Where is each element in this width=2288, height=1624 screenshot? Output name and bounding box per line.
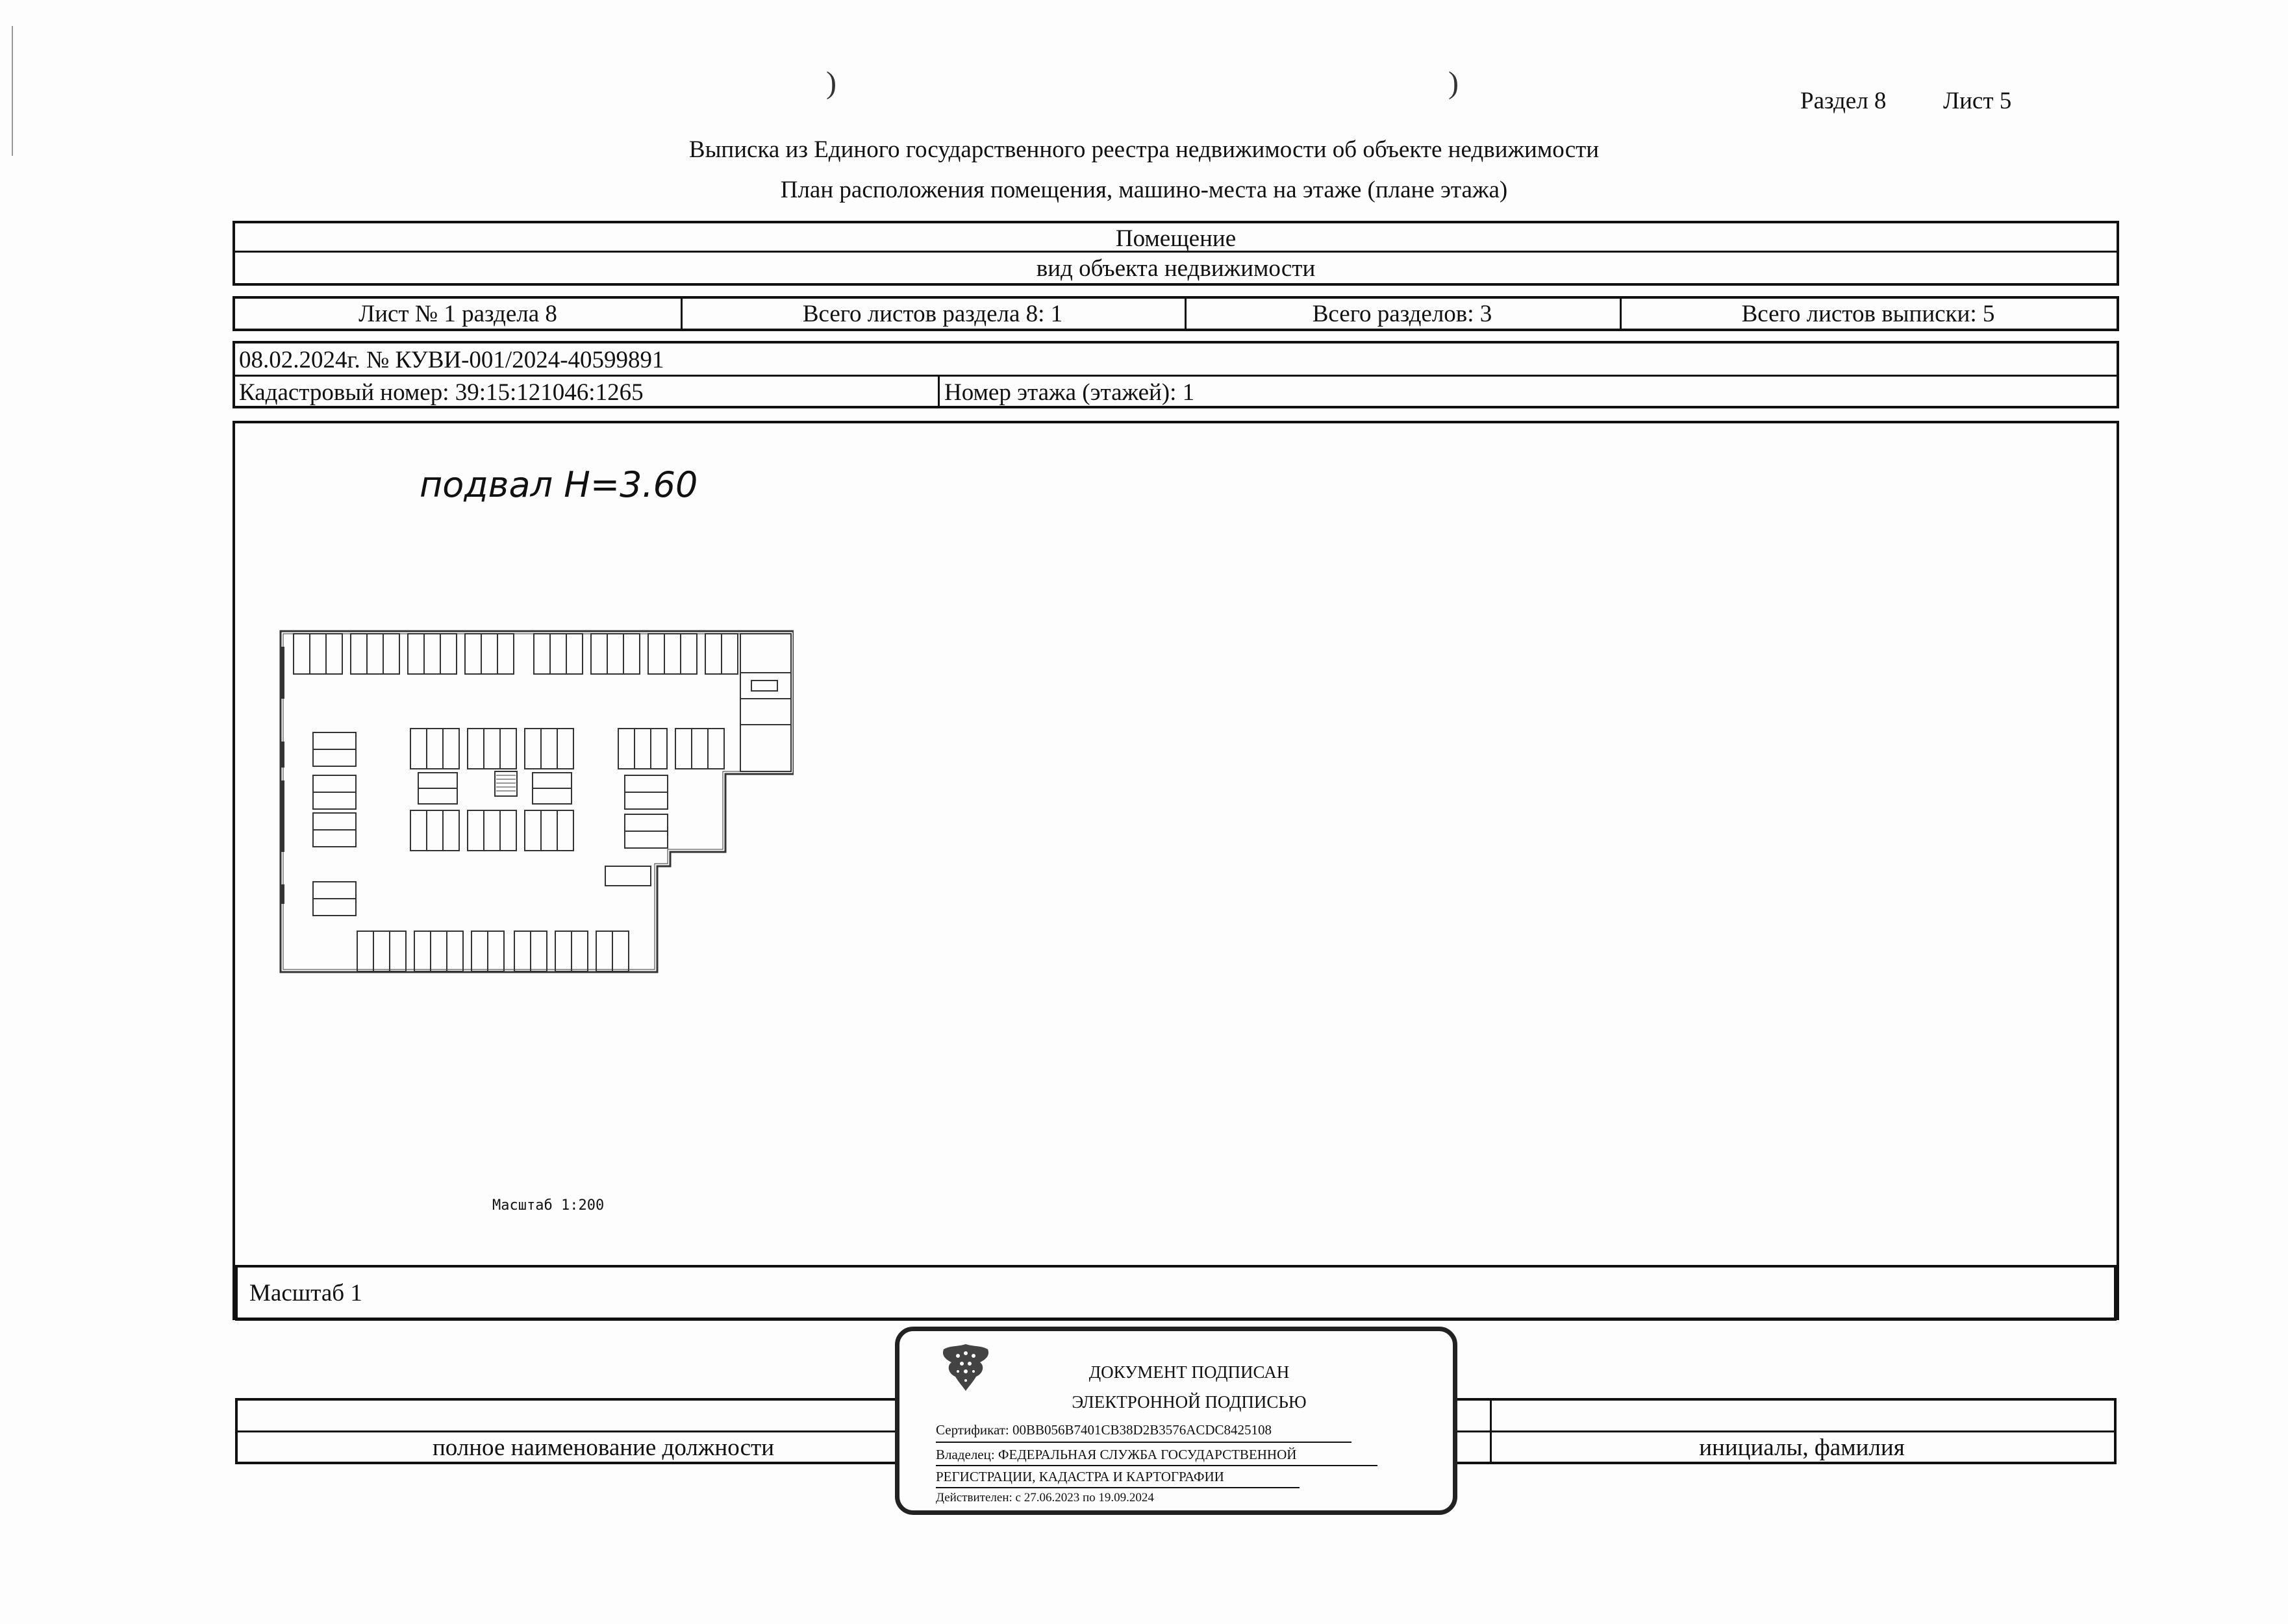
sheet-number: Лист 5 bbox=[1943, 88, 2012, 114]
record-table bbox=[233, 341, 2119, 408]
total-sheets: Всего листов выписки: 5 bbox=[1741, 300, 1995, 327]
stamp-owner-line2: РЕГИСТРАЦИИ, КАДАСТРА И КАРТОГРАФИИ bbox=[936, 1469, 1224, 1484]
doc-number: 08.02.2024г. № КУВИ-001/2024-40599891 bbox=[239, 347, 664, 373]
document-title: Выписка из Единого государственного реестра недвижимости об объекте недвижимости bbox=[688, 136, 1600, 163]
object-type-table bbox=[233, 221, 2119, 286]
floor-number: Номер этажа (этажей): 1 bbox=[944, 379, 1195, 406]
scan-mark-right: ) bbox=[1448, 66, 1459, 100]
sheet-info-table bbox=[233, 296, 2119, 331]
total-sections: Всего разделов: 3 bbox=[1312, 300, 1492, 327]
plan-label: подвал Н=3.60 bbox=[420, 464, 698, 505]
scale-box bbox=[235, 1265, 2117, 1321]
scale-value: Масштаб 1 bbox=[249, 1280, 362, 1306]
document-subtitle: План расположения помещения, машино-места на этаже (плане этажа) bbox=[780, 177, 1508, 203]
object-type-caption: вид объекта недвижимости bbox=[1036, 255, 1316, 282]
name-caption: инициалы, фамилия bbox=[1699, 1434, 1905, 1461]
stamp-line2: ЭЛЕКТРОННОЙ ПОДПИСЬЮ bbox=[1072, 1392, 1307, 1412]
section-sheets: Всего листов раздела 8: 1 bbox=[802, 300, 1063, 327]
plan-inner-scale: Масштаб 1:200 bbox=[492, 1197, 605, 1214]
stamp-validity: Действителен: с 27.06.2023 по 19.09.2024 bbox=[936, 1491, 1154, 1505]
electronic-signature-stamp bbox=[895, 1327, 1457, 1515]
floor-plan-frame bbox=[233, 421, 2119, 1320]
stamp-line1: ДОКУМЕНТ ПОДПИСАН bbox=[1088, 1362, 1290, 1382]
floor-plan-drawing bbox=[274, 625, 794, 995]
stamp-owner-line1: Владелец: ФЕДЕРАЛЬНАЯ СЛУЖБА ГОСУДАРСТВЕННОЙ bbox=[936, 1447, 1297, 1462]
object-type: Помещение bbox=[1115, 225, 1237, 252]
stamp-certificate: Сертификат: 00BB056B7401CB38D2B3576ACDC8425108 bbox=[936, 1422, 1272, 1438]
cadastral-number: Кадастровый номер: 39:15:121046:1265 bbox=[239, 379, 644, 406]
section-number: Раздел 8 bbox=[1800, 88, 1887, 114]
scan-mark-left: ) bbox=[826, 66, 836, 100]
sheet-no: Лист № 1 раздела 8 bbox=[358, 300, 557, 327]
position-caption: полное наименование должности bbox=[432, 1434, 775, 1461]
